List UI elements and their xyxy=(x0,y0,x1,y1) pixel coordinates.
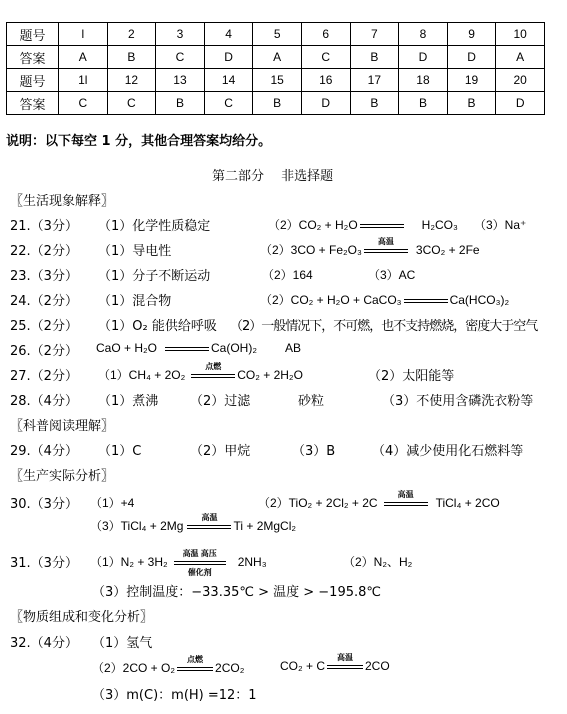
table-cell: A xyxy=(59,46,108,69)
answer-text: 砂粒 xyxy=(298,394,325,409)
equation xyxy=(258,489,500,511)
table-cell: C xyxy=(301,46,350,69)
answer-text: （4）减少使用化石燃料等 xyxy=(372,444,524,459)
row-header: 答案 xyxy=(7,46,59,69)
section-heading: 〖生产实际分析〗 xyxy=(10,469,115,484)
part-title: 第二部分 非选择题 xyxy=(212,169,334,184)
equation xyxy=(268,216,458,233)
answer-text: （1）O₂ 能供给呼吸 xyxy=(98,319,217,334)
answer-text: （3）m(C)：m(H) =12：1 xyxy=(92,688,257,703)
table-cell: D xyxy=(447,46,496,69)
answer-text: （3）不使用含磷洗衣粉等 xyxy=(382,394,534,409)
equation-reactants: （3）TiCl₄ + 2Mg xyxy=(90,519,184,533)
reaction-arrow xyxy=(187,512,231,534)
table-cell: 19 xyxy=(447,69,496,92)
equals-sign xyxy=(360,219,404,233)
table-cell: 16 xyxy=(301,69,350,92)
answer-text: AB xyxy=(285,341,302,355)
question-number: 24.（2分） xyxy=(10,294,78,309)
answer-text: （3）Na⁺ xyxy=(474,218,527,232)
row-header: 题号 xyxy=(7,69,59,92)
question-number: 22.（2分） xyxy=(10,244,78,259)
answer-text: （2）N₂、H₂ xyxy=(343,555,413,569)
equation xyxy=(90,548,267,577)
answer-text: （2）过滤 xyxy=(190,394,251,409)
grading-note: 说明：以下每空 1 分，其他合理答案均给分。 xyxy=(6,134,272,149)
equation xyxy=(280,652,390,674)
equation-products: CO₂ + 2H₂O xyxy=(237,368,303,382)
equation-products: H₂CO₃ xyxy=(421,218,458,232)
row-header: 题号 xyxy=(7,23,59,46)
answer-text: （1）氢气 xyxy=(92,636,153,651)
question-number: 21.（3分） xyxy=(10,219,78,234)
equation xyxy=(90,512,297,534)
section-heading: 〖物质组成和变化分析〗 xyxy=(10,610,154,625)
table-cell: D xyxy=(496,92,545,115)
equation-reactants: CO₂ + C xyxy=(280,659,325,673)
equation-reactants: （1）N₂ + 3H₂ xyxy=(90,555,168,569)
table-cell: C xyxy=(156,46,205,69)
table-cell: C xyxy=(59,92,108,115)
equation-products: TiCl₄ + 2CO xyxy=(435,496,500,510)
table-row xyxy=(7,23,545,46)
table-cell: C xyxy=(107,92,156,115)
table-row xyxy=(7,46,545,69)
answer-text: （1）分子不断运动 xyxy=(98,269,211,284)
section-heading: 〖科普阅读理解〗 xyxy=(10,419,115,434)
equation-products: Ca(HCO₃)₂ xyxy=(449,293,510,307)
table-cell: B xyxy=(447,92,496,115)
table-cell: 4 xyxy=(204,23,253,46)
answer-line-21 xyxy=(10,215,78,234)
question-number: 32.（4分） xyxy=(10,636,78,651)
equation-products: 2CO xyxy=(365,659,390,673)
answer-text: （3）AC xyxy=(368,268,416,282)
question-number: 27.（2分） xyxy=(10,369,78,384)
reaction-condition: 高温 高压 xyxy=(182,548,217,558)
question-number: 31.（3分） xyxy=(10,556,78,571)
table-cell: 12 xyxy=(107,69,156,92)
equation xyxy=(98,361,303,383)
table-cell: A xyxy=(253,46,302,69)
table-cell: D xyxy=(301,92,350,115)
table-cell: 15 xyxy=(253,69,302,92)
reaction-condition: 高温 xyxy=(337,652,353,662)
table-cell: 10 xyxy=(496,23,545,46)
answer-text: （2）一般情况下，不可燃，也不支持燃烧，密度大于空气 xyxy=(230,319,538,334)
equation-reactants: （1）CH₄ + 2O₂ xyxy=(98,368,186,382)
question-number: 29.（4分） xyxy=(10,444,78,459)
equation-products: 3CO₂ + 2Fe xyxy=(415,243,480,257)
table-cell: 20 xyxy=(496,69,545,92)
reaction-condition: 高温 xyxy=(397,489,414,499)
table-cell: A xyxy=(496,46,545,69)
answer-text: （2）甲烷 xyxy=(190,444,251,459)
answer-text: （1）导电性 xyxy=(98,244,172,259)
table-cell: B xyxy=(253,92,302,115)
question-number: 28.（4分） xyxy=(10,394,78,409)
row-header: 答案 xyxy=(7,92,59,115)
question-number: 25.（2分） xyxy=(10,319,78,334)
table-cell: 18 xyxy=(399,69,448,92)
reaction-arrow xyxy=(384,489,428,511)
table-cell: B xyxy=(350,92,399,115)
reaction-condition: 点燃 xyxy=(187,654,204,664)
reaction-arrow xyxy=(191,361,235,383)
reaction-condition: 高温 xyxy=(201,512,218,522)
table-cell: 2 xyxy=(107,23,156,46)
table-cell: 1l xyxy=(59,69,108,92)
table-cell: 14 xyxy=(204,69,253,92)
reaction-condition: 高温 xyxy=(377,236,394,246)
question-number: 23.（3分） xyxy=(10,269,78,284)
answer-table xyxy=(6,22,545,115)
table-cell: B xyxy=(156,92,205,115)
equation-reactants: （2）CO₂ + H₂O xyxy=(268,218,358,232)
table-cell: 7 xyxy=(350,23,399,46)
equation-products: Ti + 2MgCl₂ xyxy=(233,519,297,533)
equals-sign xyxy=(404,294,448,308)
table-cell: B xyxy=(107,46,156,69)
answer-text: （1）化学性质稳定 xyxy=(98,219,211,234)
equation-reactants: CaO + H₂O xyxy=(96,341,158,355)
answer-text: （2）164 xyxy=(262,268,313,282)
answer-text: （1）+4 xyxy=(90,496,135,510)
table-cell: D xyxy=(204,46,253,69)
reaction-arrow xyxy=(364,236,408,258)
answer-text: （3）B xyxy=(292,444,336,459)
table-row xyxy=(7,92,545,115)
answer-text: （2）太阳能等 xyxy=(368,369,455,384)
table-cell: C xyxy=(204,92,253,115)
question-number: 26.（2分） xyxy=(10,344,78,359)
table-cell: 17 xyxy=(350,69,399,92)
equation-reactants: （2）TiO₂ + 2Cl₂ + 2C xyxy=(258,496,378,510)
equation xyxy=(92,654,245,676)
table-cell: B xyxy=(350,46,399,69)
reaction-arrow xyxy=(327,652,363,674)
table-cell: B xyxy=(399,92,448,115)
reaction-arrow xyxy=(177,654,213,676)
equation xyxy=(96,341,257,356)
answer-text: （1）煮沸 xyxy=(98,394,159,409)
table-cell: D xyxy=(399,46,448,69)
equation-products: Ca(OH)₂ xyxy=(211,341,258,355)
table-cell: 6 xyxy=(301,23,350,46)
catalyst-label: 催化剂 xyxy=(187,567,212,577)
answer-text: （1）混合物 xyxy=(98,294,172,309)
table-cell: l xyxy=(59,23,108,46)
equation xyxy=(260,291,509,308)
answer-text: （1）C xyxy=(98,444,142,459)
equation-reactants: （2）CO₂ + H₂O + CaCO₃ xyxy=(260,293,402,307)
table-cell: 5 xyxy=(253,23,302,46)
question-number: 30.（3分） xyxy=(10,497,78,512)
reaction-condition: 点燃 xyxy=(205,361,222,371)
table-cell: 9 xyxy=(447,23,496,46)
equation-reactants: （2）2CO + O₂ xyxy=(92,661,176,675)
equals-sign xyxy=(165,342,209,356)
table-row xyxy=(7,69,545,92)
table-cell: 8 xyxy=(399,23,448,46)
answer-text: （3）控制温度：−33.35℃ > 温度 > −195.8℃ xyxy=(92,585,382,600)
equation-products: 2NH₃ xyxy=(237,555,267,569)
section-heading: 〖生活现象解释〗 xyxy=(10,194,115,209)
reaction-arrow xyxy=(174,548,226,577)
equation-reactants: （2）3CO + Fe₂O₃ xyxy=(260,243,362,257)
table-cell: 13 xyxy=(156,69,205,92)
equation xyxy=(260,236,480,258)
table-cell: 3 xyxy=(156,23,205,46)
equation-products: 2CO₂ xyxy=(215,661,245,675)
